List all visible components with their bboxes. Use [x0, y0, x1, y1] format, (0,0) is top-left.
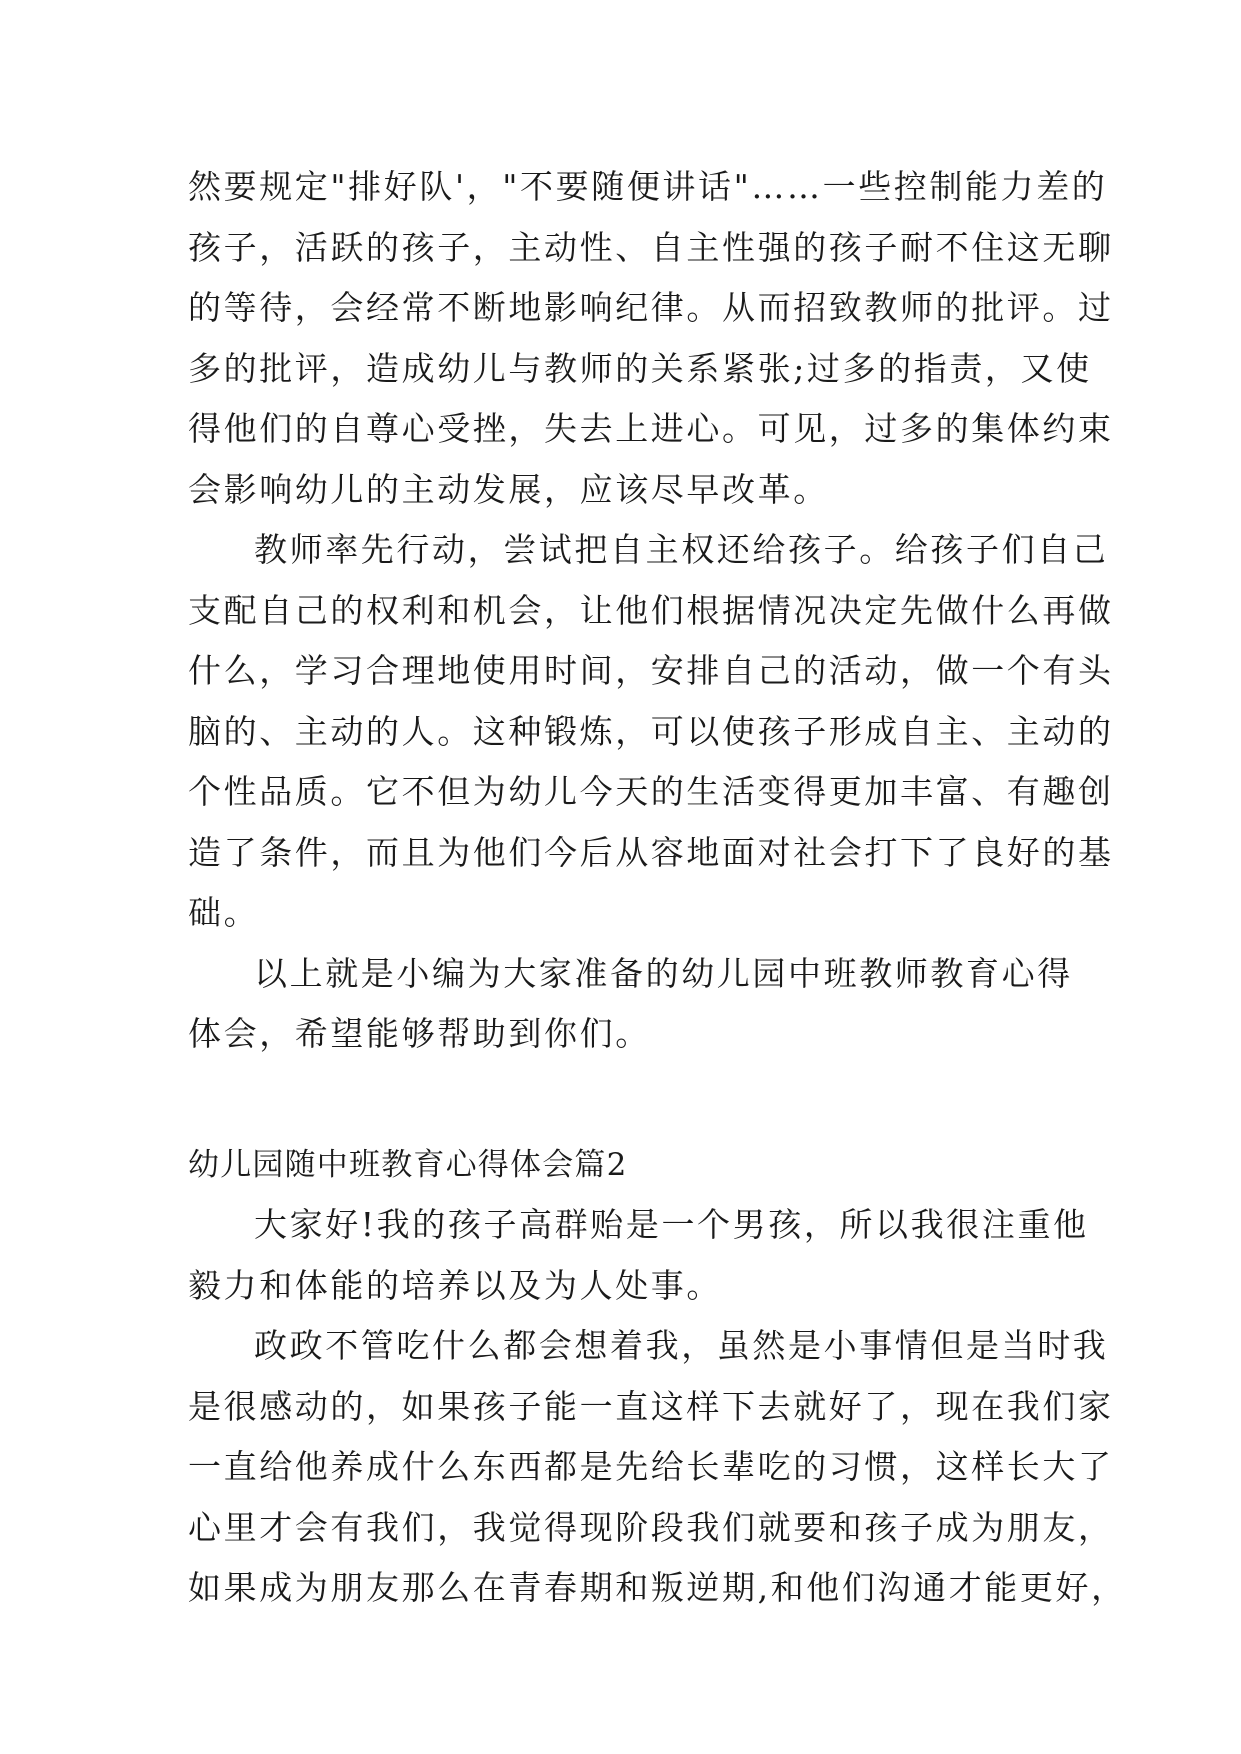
- section-heading: 幼儿园随中班教育心得体会篇2: [188, 1146, 628, 1183]
- paragraph: [188, 520, 1114, 944]
- text-line: 以上就是小编为大家准备的幼儿园中班教师教育心得: [254, 953, 1073, 993]
- paragraph: [188, 1195, 1089, 1316]
- text-line: 造了条件，而且为他们今后从容地面对社会打下了良好的基: [188, 832, 1114, 872]
- paragraph: [188, 944, 1073, 1065]
- text-line: 个性品质。它不但为幼儿今天的生活变得更加丰富、有趣创: [188, 772, 1114, 811]
- paragraph: [188, 157, 1114, 520]
- text-line: 然要规定"排好队'，"不要随便讲话"……一些控制能力差的: [188, 167, 1108, 206]
- text-line: 教师率先行动，尝试把自主权还给孩子。给孩子们自己: [254, 530, 1109, 569]
- text-line: 孩子，活跃的孩子，主动性、自主性强的孩子耐不住这无聊: [188, 227, 1114, 267]
- section-spacer: [188, 1065, 1050, 1135]
- paragraph: [188, 1316, 1127, 1619]
- text-line: 是很感动的，如果孩子能一直这样下去就好了，现在我们家: [188, 1386, 1114, 1426]
- document-body: [188, 157, 1127, 1619]
- text-line: 政政不管吃什么都会想着我，虽然是小事情但是当时我: [254, 1326, 1109, 1365]
- text-line: 如果成为朋友那么在青春期和叛逆期,和他们沟通才能更好，: [188, 1568, 1127, 1607]
- text-line: 的等待，会经常不断地影响纪律。从而招致教师的批评。过: [188, 288, 1114, 327]
- text-line: 会影响幼儿的主动发展，应该尽早改革。: [188, 469, 829, 509]
- text-line: 支配自己的权利和机会，让他们根据情况决定先做什么再做: [188, 590, 1114, 630]
- text-line: 脑的、主动的人。这种锻炼，可以使孩子形成自主、主动的: [188, 711, 1114, 751]
- text-line: 得他们的自尊心受挫，失去上进心。可见，过多的集体约束: [188, 409, 1114, 448]
- text-line: 体会，希望能够帮助到你们。: [188, 1014, 651, 1053]
- text-line: 什么，学习合理地使用时间，安排自己的活动，做一个有头: [188, 651, 1114, 690]
- text-line: 多的批评，造成幼儿与教师的关系紧张;过多的指责，又使: [188, 348, 1092, 388]
- text-line: 大家好!我的孩子高群贻是一个男孩，所以我很注重他: [254, 1205, 1089, 1244]
- text-line: 毅力和体能的培养以及为人处事。: [188, 1265, 722, 1305]
- text-line: 础。: [188, 893, 260, 932]
- text-line: 心里才会有我们，我觉得现阶段我们就要和孩子成为朋友，: [188, 1507, 1114, 1547]
- text-line: 一直给他养成什么东西都是先给长辈吃的习惯，这样长大了: [188, 1447, 1114, 1486]
